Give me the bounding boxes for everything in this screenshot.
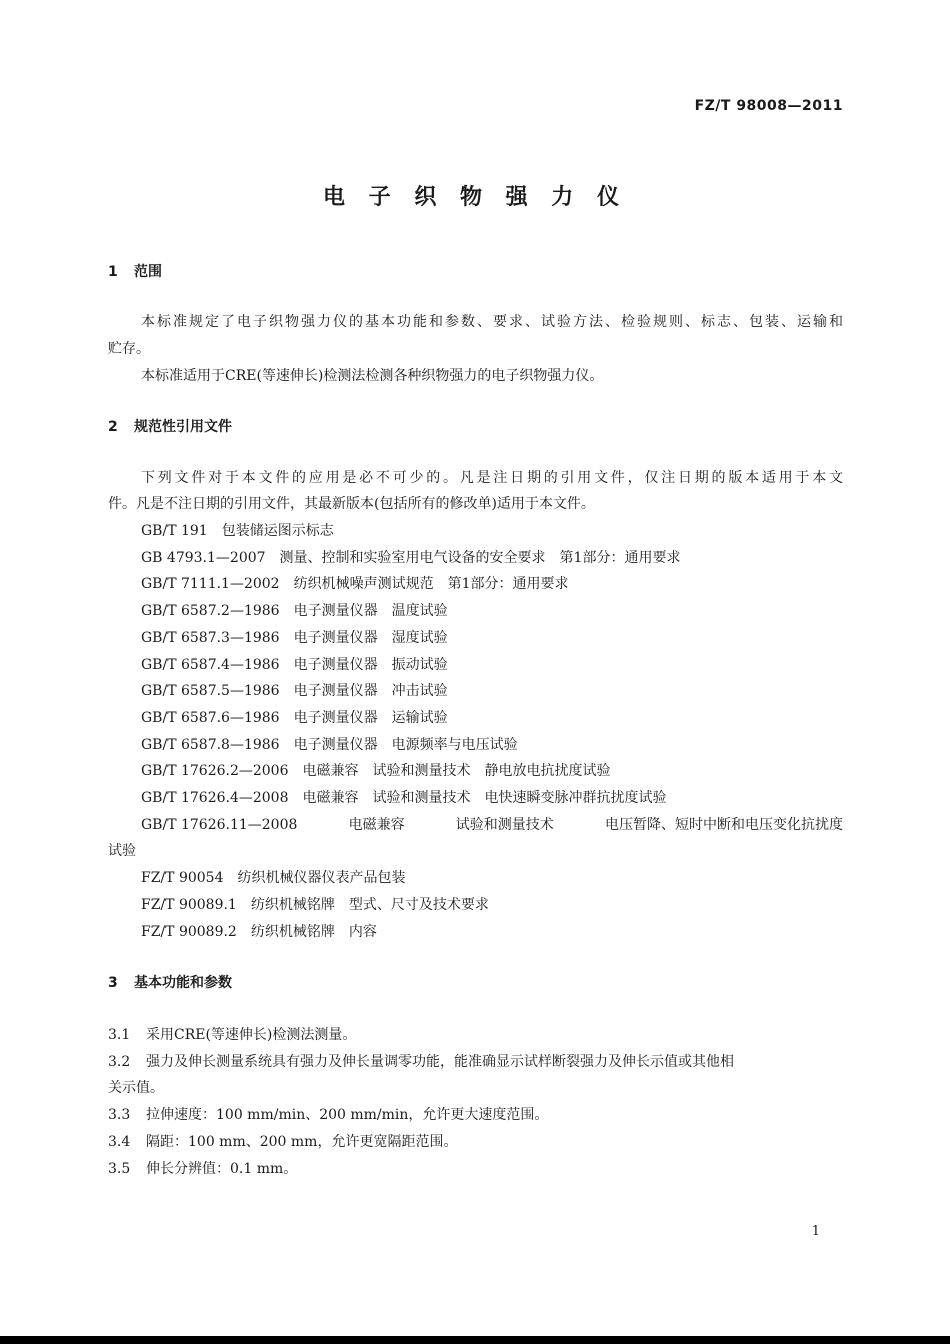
reference-code: GB/T 6587.6—1986	[141, 710, 280, 726]
reference-code: GB/T 7111.1—2002	[141, 576, 280, 592]
reference-item	[141, 788, 667, 808]
clause-text: 拉伸速度：100 mm/min、200 mm/min，允许更大速度范围。	[146, 1107, 549, 1123]
reference-title-part: 包装储运图示标志	[221, 523, 334, 539]
standard-code: FZ/T 98008—2011	[694, 98, 843, 114]
clause-3-2	[108, 1052, 843, 1072]
reference-title-part: 电子测量仪器	[293, 630, 378, 646]
reference-item	[141, 628, 448, 648]
reference-item	[141, 681, 448, 701]
reference-title-part: 试验和测量技术	[372, 790, 471, 806]
reference-title-part: 试验和测量技术	[372, 763, 471, 779]
page-number: 1	[811, 1224, 820, 1239]
section-number: 2	[108, 419, 118, 435]
reference-title-part: 静电放电抗扰度试验	[484, 763, 611, 779]
clause-3-3	[108, 1105, 548, 1125]
reference-title-part: 电磁兼容	[302, 790, 359, 806]
reference-title-part: 电子测量仪器	[293, 710, 378, 726]
reference-title-part: 振动试验	[391, 657, 448, 673]
reference-title-part: 电快速瞬变脉冲群抗扰度试验	[484, 790, 667, 806]
reference-title-part: 内容	[348, 924, 377, 940]
clause-number: 3.3	[108, 1107, 131, 1123]
reference-title-part: 纺织机械铭牌	[250, 924, 335, 940]
clause-number: 3.4	[108, 1134, 131, 1150]
reference-title-part: 冲击试验	[391, 683, 448, 699]
reference-title-part: 电压暂降、短时中断和电压变化抗扰度	[604, 817, 843, 833]
reference-item	[141, 708, 448, 728]
clause-text: 隔距：100 mm、200 mm，允许更宽隔距范围。	[146, 1134, 458, 1150]
reference-continuation: 试验	[108, 843, 136, 859]
reference-item	[141, 548, 680, 568]
reference-item	[141, 815, 843, 835]
paragraph-line: 贮存。	[108, 341, 150, 357]
reference-code: FZ/T 90054	[141, 870, 224, 886]
clause-continuation: 关示值。	[108, 1080, 164, 1096]
reference-code: GB/T 6587.5—1986	[141, 683, 280, 699]
clause-3-4	[108, 1132, 457, 1152]
paragraph-line: 件。凡是不注日期的引用文件，其最新版本(包括所有的修改单)适用于本文件。	[108, 496, 595, 512]
reference-title-part: 第1部分：通用要求	[447, 576, 569, 592]
reference-title-part: 纺织机械噪声测试规范	[293, 576, 434, 592]
reference-title-part: 电子测量仪器	[293, 683, 378, 699]
reference-title-part: 电子测量仪器	[293, 737, 378, 753]
section-title: 范围	[134, 264, 162, 280]
reference-code: GB 4793.1—2007	[141, 550, 266, 566]
reference-item	[141, 761, 611, 781]
reference-title-part: 温度试验	[391, 603, 448, 619]
reference-code: GB/T 6587.8—1986	[141, 737, 280, 753]
reference-item	[141, 601, 448, 621]
reference-code: GB/T 17626.11—2008	[141, 817, 298, 833]
reference-code: GB/T 6587.3—1986	[141, 630, 280, 646]
section-number: 3	[108, 975, 118, 991]
section-number: 1	[108, 264, 118, 280]
paragraph-line: 下列文件对于本文件的应用是必不可少的。凡是注日期的引用文件，仅注日期的版本适用于本文	[141, 470, 843, 486]
reference-code: GB/T 17626.2—2006	[141, 763, 289, 779]
reference-item	[141, 735, 518, 755]
section-1-heading	[108, 262, 162, 282]
reference-title-part: 测量、控制和实验室用电气设备的安全要求	[279, 550, 546, 566]
clause-number: 3.2	[108, 1054, 131, 1070]
section-title: 基本功能和参数	[134, 975, 232, 991]
bottom-border	[0, 1336, 950, 1344]
clause-number: 3.1	[108, 1027, 131, 1043]
reference-code: GB/T 17626.4—2008	[141, 790, 289, 806]
reference-code: GB/T 191	[141, 523, 208, 539]
paragraph-line: 本标准规定了电子织物强力仪的基本功能和参数、要求、试验方法、检验规则、标志、包装、运输和	[141, 314, 843, 330]
reference-title-part: 电源频率与电压试验	[391, 737, 518, 753]
reference-title-part: 电子测量仪器	[293, 657, 378, 673]
reference-title-part: 湿度试验	[391, 630, 448, 646]
reference-item	[141, 521, 334, 541]
reference-title-part: 型式、尺寸及技术要求	[348, 897, 489, 913]
reference-item	[141, 895, 489, 915]
reference-item	[141, 574, 569, 594]
reference-code: FZ/T 90089.2	[141, 924, 237, 940]
reference-title-part: 第1部分：通用要求	[559, 550, 681, 566]
reference-title-part: 电磁兼容	[348, 817, 405, 833]
clause-3-1	[108, 1025, 356, 1045]
reference-title-part: 试验和测量技术	[455, 817, 554, 833]
clause-text: 采用CRE(等速伸长)检测法测量。	[146, 1027, 357, 1043]
document-title: 电 子 织 物 强 力 仪	[323, 185, 627, 210]
clause-number: 3.5	[108, 1161, 131, 1177]
reference-code: GB/T 6587.2—1986	[141, 603, 280, 619]
clause-3-5	[108, 1159, 297, 1179]
section-title: 规范性引用文件	[134, 419, 232, 435]
reference-title-part: 电磁兼容	[302, 763, 359, 779]
section-3-heading	[108, 973, 232, 993]
reference-item	[141, 655, 448, 675]
reference-title-part: 电子测量仪器	[293, 603, 378, 619]
reference-title-part: 纺织机械仪器仪表产品包装	[237, 870, 406, 886]
reference-item	[141, 868, 405, 888]
section-2-heading	[108, 417, 232, 437]
reference-code: FZ/T 90089.1	[141, 897, 237, 913]
clause-text: 强力及伸长测量系统具有强力及伸长量调零功能，能准确显示试样断裂强力及伸长示值或其他相	[146, 1054, 734, 1070]
reference-title-part: 纺织机械铭牌	[250, 897, 335, 913]
reference-title-part: 运输试验	[391, 710, 448, 726]
clause-text: 伸长分辨值：0.1 mm。	[146, 1161, 298, 1177]
reference-item	[141, 922, 377, 942]
reference-code: GB/T 6587.4—1986	[141, 657, 280, 673]
paragraph-line: 本标准适用于CRE(等速伸长)检测法检测各种织物强力的电子织物强力仪。	[141, 368, 604, 384]
